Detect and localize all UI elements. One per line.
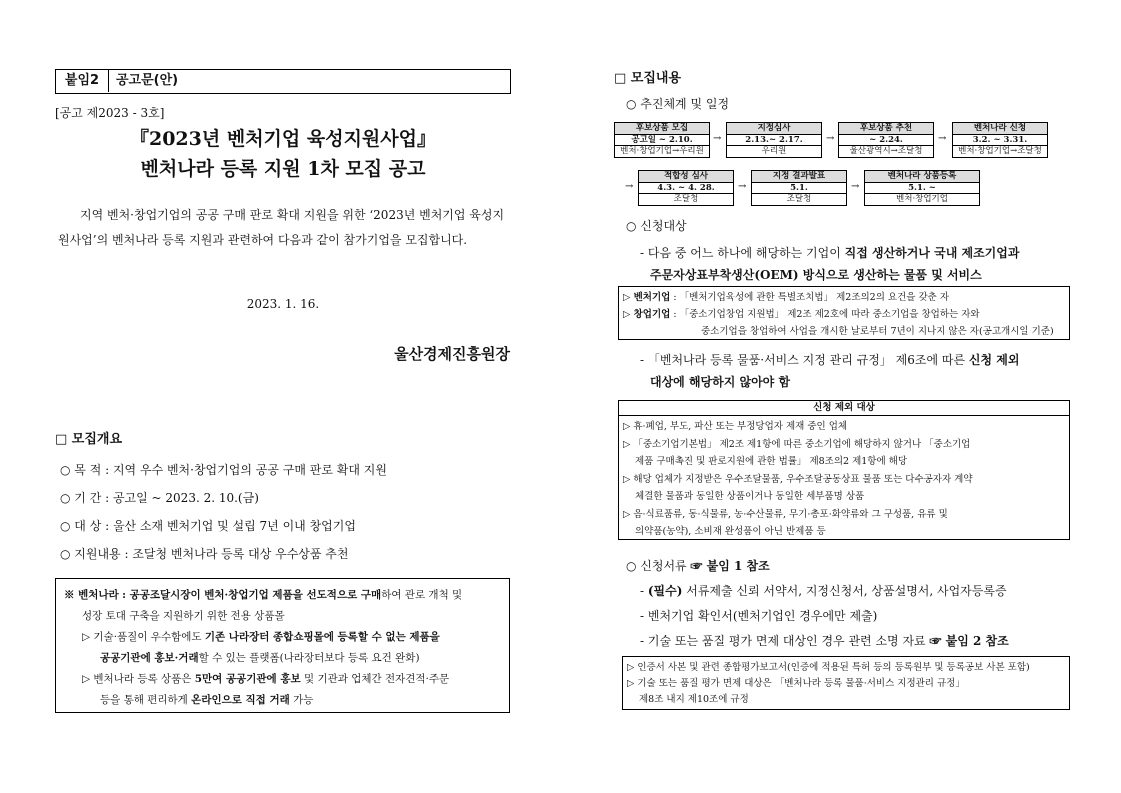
document-item: - 벤처기업 확인서(벤처기업인 경우에만 제출) bbox=[640, 609, 878, 623]
process-step: 벤처나라 신청 3.2. ~ 3.31. 벤처·창업기업→조달청 bbox=[952, 122, 1048, 158]
arrow-icon: → bbox=[826, 133, 835, 144]
attachment-tag: 붙임2 bbox=[56, 70, 109, 92]
exclusion-item: 제품 구매촉진 및 판로지원에 관한 법률」 제8조의2 제1항에 해당 bbox=[635, 456, 908, 467]
note-line: ▷ 벤처나라 등록 상품은 5만여 공공기관에 홍보 및 기관과 업체간 전자견적·주문 bbox=[82, 673, 450, 685]
exemption-note-box: ▷ 인증서 사본 및 관련 종합평가보고서(인증에 적용된 특허 등의 등록원부 및 등록공보 사본 포함) ▷ 기술 또는 품질 평가 면제 대상은 「벤처나라 등록 물품·서비스 지정관리 규정」 제8조 내지 제10조에 규정 bbox=[622, 656, 1070, 710]
exclusion-item: ▷ 해당 업체가 지정받은 우수조달물품, 우수조달공동상표 물품 또는 다수공자자 계약 bbox=[623, 473, 973, 485]
exclusion-item: 체결한 물품과 동일한 상품이거나 동일한 세부품명 상품 bbox=[635, 491, 865, 502]
definition-box: ▷ 벤처기업 : 「벤처기업육성에 관한 특별조치법」 제2조의2의 요건을 갖춘 자 ▷ 창업기업 : 「중소기업창업 지원법」 제2조 제2호에 따라 중소기업을 창업하는 자와 중소기업을 창업하여 사업을 개시한 날로부터 7년이 지나지 않은 자(공고개시일 기준) bbox=[618, 286, 1070, 340]
exclusion-item: ▷ 휴·폐업, 부도, 파산 또는 부정당업자 제재 중인 업체 bbox=[623, 421, 848, 432]
note-line: ※ 벤처나라 : 공공조달시장이 벤처·창업기업 제품을 선도적으로 구매하여 관로 개척 및 bbox=[64, 589, 463, 601]
process-step: 적합성 심사 4.3. ~ 4. 28. 조달청 bbox=[638, 170, 734, 206]
process-step: 후보상품 모집 공고일 ~ 2.10. 벤처·창업기업→우리원 bbox=[614, 122, 710, 158]
note-line: 공공기관에 홍보·거래할 수 있는 플랫폼(나라장터보다 등록 요건 완화) bbox=[100, 652, 420, 664]
target-criteria: - 다음 중 어느 하나에 해당하는 기업이 직접 생산하거나 국내 제조기업과 주문자상표부착생산(OEM) 방식으로 생산하는 물품 및 서비스 bbox=[640, 246, 1020, 282]
attachment-header bbox=[55, 69, 511, 94]
arrow-icon: → bbox=[851, 181, 860, 192]
notice-number: [공고 제2023 - 3호] bbox=[55, 106, 165, 120]
process-step: 후보상품 추천 ~ 2.24. 울산광역시→조달청 bbox=[838, 122, 934, 158]
exclusion-item: 의약품(농약), 소비재 완성품이 아닌 반제품 등 bbox=[635, 526, 826, 537]
target-heading: ○ 신청대상 bbox=[626, 219, 687, 233]
exclusion-box bbox=[618, 400, 1070, 540]
note-line: 성장 토대 구축을 지원하기 위한 전용 상품몰 bbox=[82, 610, 285, 622]
attachment-title: 공고문(안) bbox=[116, 73, 179, 88]
overview-item: ○ 목 적 : 지역 우수 벤처·창업기업의 공공 구매 판로 확대 지원 bbox=[60, 463, 387, 477]
note-line: ▷ 기술·품질이 우수함에도 기존 나라장터 종합쇼핑몰에 등록할 수 없는 제품을 bbox=[82, 631, 440, 643]
venture-nara-note-box bbox=[55, 578, 510, 713]
documents-heading: ○ 신청서류 ☞ 붙임 1 참조 bbox=[626, 559, 770, 573]
process-step: 지정 결과발표 5.1. 조달청 bbox=[751, 170, 847, 206]
overview-item: ○ 대 상 : 울산 소재 벤처기업 및 설립 7년 이내 창업기업 bbox=[60, 519, 356, 533]
arrow-icon: → bbox=[713, 133, 722, 144]
organization-name: 울산경제진흥원장 bbox=[394, 345, 510, 363]
process-heading: ○ 추진체계 및 일정 bbox=[626, 97, 730, 111]
document-item: - 기술 또는 품질 평가 면제 대상인 경우 관련 소명 자료 ☞ 붙임 2 참조 bbox=[640, 634, 1009, 648]
exclusion-box-title: 신청 제외 대상 bbox=[619, 401, 1069, 416]
notice-date: 2023. 1. 16. bbox=[246, 297, 320, 311]
arrow-icon: → bbox=[938, 133, 947, 144]
exclusion-item: ▷ 음·식료품류, 동·식물류, 농·수산물류, 무기·총포·화약류와 그 구성품, 유류 및 bbox=[623, 508, 948, 520]
exclusion-criteria: - 「벤처나라 등록 물품·서비스 지정 관리 규정」 제6조에 따른 신청 제외 대상에 해당하지 않아야 함 bbox=[640, 353, 1020, 389]
recruit-heading: □ 모집내용 bbox=[614, 71, 682, 86]
overview-item: ○ 지원내용 : 조달청 벤처나라 등록 대상 우수상품 추천 bbox=[60, 547, 349, 561]
page-title-line2: 벤처나라 등록 지원 1차 모집 공고 bbox=[140, 158, 426, 180]
exclusion-item: ▷ 「중소기업기본법」 제2조 제1항에 따른 중소기업에 해당하지 않거나 「중소기업 bbox=[623, 438, 971, 450]
page-title-line1: 『2023년 벤처기업 육성지원사업』 bbox=[129, 128, 436, 150]
intro-paragraph: 지역 벤처·창업기업의 공공 구매 판로 확대 지원을 위한 ‘2023년 벤처기업 육성지원사업’의 벤처나라 등록 지원과 관련하여 다음과 같이 참가기업을 모집합니다. bbox=[58, 208, 505, 247]
note-line: 등을 통해 편리하게 온라인으로 직접 거래 가능 bbox=[100, 694, 314, 706]
process-step: 지정심사 2.13.~ 2.17. 우리원 bbox=[726, 122, 822, 158]
document-item: - (필수) 서류제출 신뢰 서약서, 지정신청서, 상품설명서, 사업자등록증 bbox=[640, 584, 1007, 598]
process-step: 벤처나라 상품등록 5.1. ~ 벤처·창업기업 bbox=[864, 170, 980, 206]
arrow-icon: → bbox=[625, 181, 634, 192]
arrow-icon: → bbox=[738, 181, 747, 192]
overview-item: ○ 기 간 : 공고일 ~ 2023. 2. 10.(금) bbox=[60, 491, 259, 505]
overview-heading: □ 모집개요 bbox=[55, 432, 123, 447]
